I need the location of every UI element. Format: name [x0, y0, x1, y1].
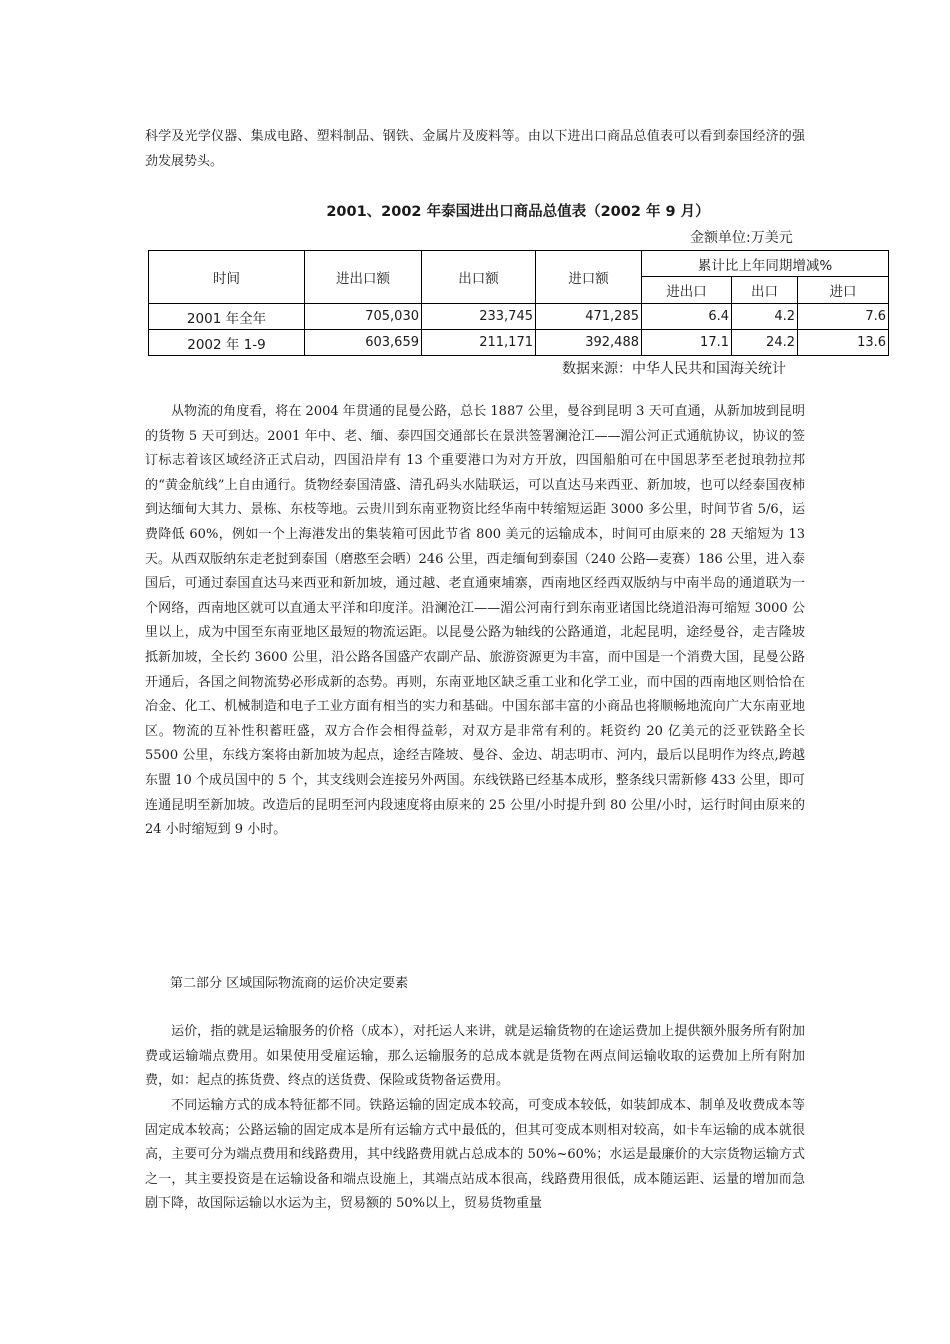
header-total: 进出口额 — [305, 251, 422, 304]
intro-paragraph: 科学及光学仪器、集成电路、塑料制品、钢铁、金属片及废料等。由以下进出口商品总值表可以看到泰国经济的强劲发展势头。 — [145, 129, 805, 169]
cell-time: 2001 年全年 — [149, 304, 305, 330]
cell-import: 392,488 — [536, 330, 642, 356]
trade-value-table — [148, 250, 889, 356]
header-growth-export: 出口 — [732, 277, 798, 304]
cost-paragraph: 不同运输方式的成本特征都不同。铁路运输的固定成本较高，可变成本较低，如装卸成本、制单及收费成本等固定成本较高；公路运输的固定成本是所有运输方式中最低的，但其可变成本则相对较高，如卡车运输的成本就很高，主要可分为端点费用和线路费用，其中线路费用就占总成本的 50%~60%；水运是最廉价的大宗货物运输方式之一，其主要投资是在运输设备和端点设施上，其端点站成本很高，线路费用很低，成本随运距、运量的增加而急剧下降，故国际运输以水运为主，贸易额的 50%以上，贸易货物重量 — [145, 1098, 805, 1212]
cell-export: 211,171 — [422, 330, 536, 356]
cell-growth-export: 24.2 — [732, 330, 798, 356]
cell-total: 603,659 — [305, 330, 422, 356]
cell-export: 233,745 — [422, 304, 536, 330]
cell-growth-total: 17.1 — [642, 330, 732, 356]
table-title: 2001、2002 年泰国进出口商品总值表（2002 年 9 月） — [326, 204, 710, 220]
header-growth-group: 累计比上年同期增减% — [642, 251, 889, 277]
cell-total: 705,030 — [305, 304, 422, 330]
header-time: 时间 — [149, 251, 305, 304]
cell-growth-import: 7.6 — [798, 304, 889, 330]
header-growth-import: 进口 — [798, 277, 889, 304]
cell-time: 2002 年 1-9 — [149, 330, 305, 356]
freight-paragraph: 运价，指的就是运输服务的价格（成本），对托运人来讲，就是运输货物的在途运费加上提供额外服务所有附加费或运输端点费用。如果使用受雇运输，那么运输服务的总成本就是货物在两点间运输收取的运费加上所有附加费，如：起点的拣货费、终点的送货费、保险或货物备运费用。 — [145, 1024, 805, 1089]
header-import: 进口额 — [536, 251, 642, 304]
table-row — [149, 330, 889, 356]
header-export: 出口额 — [422, 251, 536, 304]
cell-import: 471,285 — [536, 304, 642, 330]
section-heading: 第二部分 区域国际物流商的运价决定要素 — [170, 976, 409, 991]
header-growth-total: 进出口 — [642, 277, 732, 304]
table-unit-label: 金额单位:万美元 — [690, 230, 793, 246]
table-row — [149, 304, 889, 330]
cell-growth-import: 13.6 — [798, 330, 889, 356]
data-source-note: 数据来源：中华人民共和国海关统计 — [562, 361, 786, 377]
cell-growth-export: 4.2 — [732, 304, 798, 330]
cell-growth-total: 6.4 — [642, 304, 732, 330]
logistics-paragraph: 从物流的角度看，将在 2004 年贯通的昆曼公路，总长 1887 公里，曼谷到昆明 3 天可直通，从新加坡到昆明的货物 5 天可到达。2001 年中、老、缅、泰四国交通部长在景洪签署澜沧江——湄公河正式通航协议，协议的签订标志着该区域经济正式启动，四国沿岸有 13 个重要港口为对方开放，四国船舶可在中国思茅至老挝琅勃拉邦的“黄金航线”上自由通行。货物经泰国清盛、清孔码头水陆联运，可以直达马来西亚、新加坡，也可以经泰国夜柿到达缅甸大其力、景栋、东枝等地。云贵川到东南亚物资比经华南中转缩短运距 3000 多公里，时间节省 5/6，运费降低 60%，例如一个上海港发出的集装箱可因此节省 800 美元的运输成本，时间可由原来的 28 天缩短为 13 天。从西双版纳东走老挝到泰国（磨憨至会晒）246 公里，西走缅甸到泰国（240 公路—麦赛）186 公里，进入泰国后，可通过泰国直达马来西亚和新加坡，通过越、老直通柬埔寨，西南地区经西双版纳与中南半岛的通道联为一个网络，西南地区就可以直通太平洋和印度洋。沿澜沧江——湄公河南行到东南亚诸国比绕道沿海可缩短 3000 公里以上，成为中国至东南亚地区最短的物流运距。以昆曼公路为轴线的公路通道，北起昆明，途经曼谷，走吉隆坡抵新加坡，全长约 3600 公里，沿公路各国盛产农副产品、旅游资源更为丰富，而中国是一个消费大国，昆曼公路开通后，各国之间物流势必形成新的态势。再则，东南亚地区缺乏重工业和化学工业，而中国的西南地区则恰恰在冶金、化工、机械制造和电子工业方面有相当的实力和基础。中国东部丰富的小商品也将顺畅地流向广大东南亚地区。物流的互补性积蓄旺盛，双方合作会相得益彰，对双方是非常有利的。耗资约 20 亿美元的泛亚铁路全长 5500 公里，东线方案将由新加坡为起点，途经吉隆坡、曼谷、金边、胡志明市、河内，最后以昆明作为终点,跨越东盟 10 个成员国中的 5 个，其支线则会连接另外两国。东线铁路已经基本成形，整条线只需新修 433 公里，即可连通昆明至新加坡。改造后的昆明至河内段速度将由原来的 25 公里/小时提升到 80 公里/小时，运行时间由原来的 24 小时缩短到 9 小时。 — [145, 404, 805, 838]
